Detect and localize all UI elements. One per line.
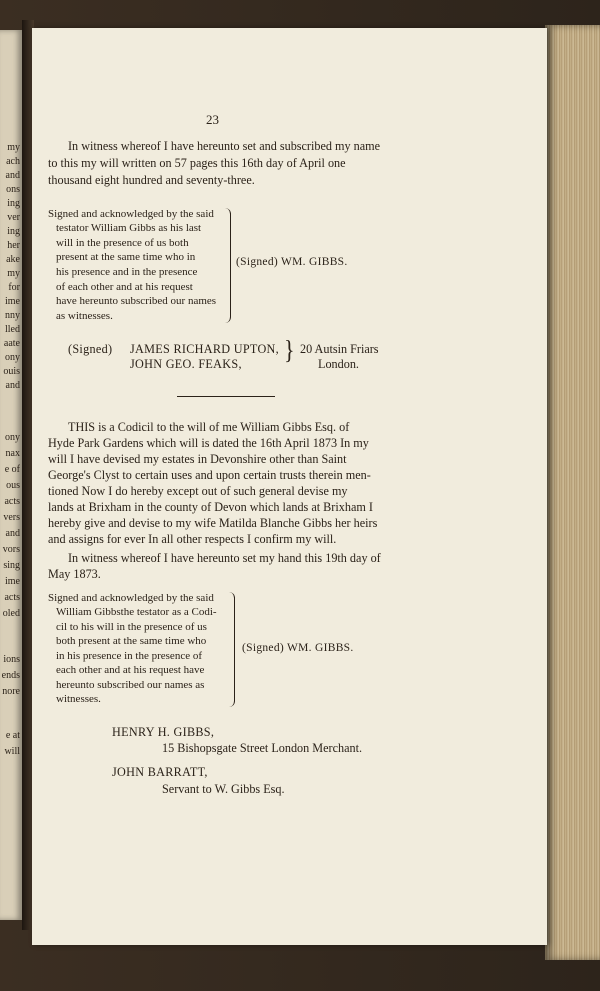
witness-address: 20 Autsin Friars <box>300 342 379 356</box>
codicil-line: lands at Brixham in the county of Devon which lands at Brixham I <box>48 500 373 514</box>
codicil-line: and assigns for ever In all other respects I confirm my will. <box>48 532 337 546</box>
left-fragment: ach <box>6 156 20 167</box>
left-fragment: for <box>8 282 20 293</box>
codicil-line: George's Clyst to certain uses and upon certain trusts therein men- <box>48 468 371 482</box>
attestation-line: to this my will written on 57 pages this 16th day of April one <box>48 156 346 170</box>
signed-label: (Signed) <box>68 342 113 356</box>
witness-name: HENRY H. GIBBS, <box>112 725 215 739</box>
left-fragment: lled <box>5 324 20 335</box>
left-fragment: will <box>4 746 20 757</box>
brace-icon <box>224 208 231 323</box>
left-fragment: ver <box>7 212 20 223</box>
left-fragment: and <box>5 170 20 181</box>
ack-line: witnesses. <box>56 693 101 705</box>
left-fragment: and <box>5 528 20 539</box>
ack-line: both present at the same time who <box>56 635 207 647</box>
left-fragment: aate <box>3 338 20 349</box>
witness-name: JOHN GEO. FEAKS, <box>130 357 242 371</box>
section-divider <box>177 396 275 397</box>
testator-signature: (Signed) WM. GIBBS. <box>242 642 354 654</box>
ack-line: present at the same time who in <box>56 251 196 263</box>
left-fragment: ony <box>5 352 20 363</box>
left-fragment: acts <box>4 496 20 507</box>
left-fragment: oled <box>2 608 20 619</box>
brace-icon <box>228 592 235 707</box>
ack-line: Signed and acknowledged by the said <box>48 208 214 220</box>
witness-name: JAMES RICHARD UPTON, <box>130 342 280 356</box>
left-fragment: ing <box>7 198 20 209</box>
left-fragment: nax <box>5 448 20 459</box>
attestation-line: In witness whereof I have hereunto set and subscribed my name <box>68 139 381 153</box>
witness-name: JOHN BARRATT, <box>112 765 208 779</box>
codicil-line: hereby give and devise to my wife Matilda Blanche Gibbs her heirs <box>48 516 378 530</box>
codicil-line: tioned Now I do hereby except out of such general devise my <box>48 484 348 498</box>
left-fragment: ions <box>3 654 20 665</box>
left-fragment: ends <box>1 670 20 681</box>
ack-line: his presence and in the presence <box>56 266 198 278</box>
codicil-line: Hyde Park Gardens which will is dated the 16th April 1873 In my <box>48 436 369 450</box>
left-fragment: vors <box>2 544 20 555</box>
left-fragment: ons <box>6 184 20 195</box>
left-fragment: ony <box>5 432 20 443</box>
left-fragment: my <box>7 268 20 279</box>
left-fragment: ime <box>5 296 20 307</box>
ack-line: will in the presence of us both <box>56 237 189 249</box>
ack-line: have hereunto subscribed our names <box>56 295 217 307</box>
ack-line: testator William Gibbs as his last <box>56 222 202 234</box>
page-number: 23 <box>206 112 219 127</box>
left-fragment: vers <box>3 512 20 523</box>
ack-line: William Gibbsthe testator as a Codi- <box>56 606 217 618</box>
ack-line: cil to his will in the presence of us <box>56 621 207 633</box>
codicil-witness-line: In witness whereof I have hereunto set my hand this 19th day of <box>68 551 381 565</box>
left-fragment: acts <box>4 592 20 603</box>
codicil-line: will I have devised my estates in Devonshire other than Saint <box>48 452 347 466</box>
left-fragment: nny <box>5 310 20 321</box>
left-fragment: ime <box>5 576 20 587</box>
brace-icon: } <box>284 334 295 365</box>
witness-description: 15 Bishopsgate Street London Merchant. <box>162 741 363 755</box>
left-fragment: her <box>7 240 20 251</box>
testator-signature: (Signed) WM. GIBBS. <box>236 256 348 268</box>
left-fragment: ous <box>6 480 20 491</box>
left-fragment: ing <box>7 226 20 237</box>
attestation-line: thousand eight hundred and seventy-three. <box>48 173 255 187</box>
left-fragment: nore <box>2 686 20 697</box>
witness-address: London. <box>318 357 359 371</box>
left-fragment: ouis <box>3 366 20 377</box>
ack-line: hereunto subscribed our names as <box>56 679 205 691</box>
left-fragment: ake <box>6 254 20 265</box>
left-fragment: e at <box>5 730 20 741</box>
codicil-line: THIS is a Codicil to the will of me William Gibbs Esq. of <box>68 420 350 434</box>
left-fragment: my <box>7 142 20 153</box>
left-fragment: sing <box>3 560 20 571</box>
left-fragment: and <box>5 380 20 391</box>
ack-line: of each other and at his request <box>56 281 193 293</box>
left-fragment: e of <box>4 464 20 475</box>
ack-line: Signed and acknowledged by the said <box>48 592 214 604</box>
ack-line: as witnesses. <box>56 310 113 322</box>
witness-description: Servant to W. Gibbs Esq. <box>162 782 285 796</box>
document-page <box>32 28 547 945</box>
ack-line: in his presence in the presence of <box>56 650 202 662</box>
ack-line: each other and at his request have <box>56 664 205 676</box>
left-page-edge <box>0 30 22 920</box>
page-edges <box>545 25 600 960</box>
codicil-witness-line: May 1873. <box>48 567 101 581</box>
